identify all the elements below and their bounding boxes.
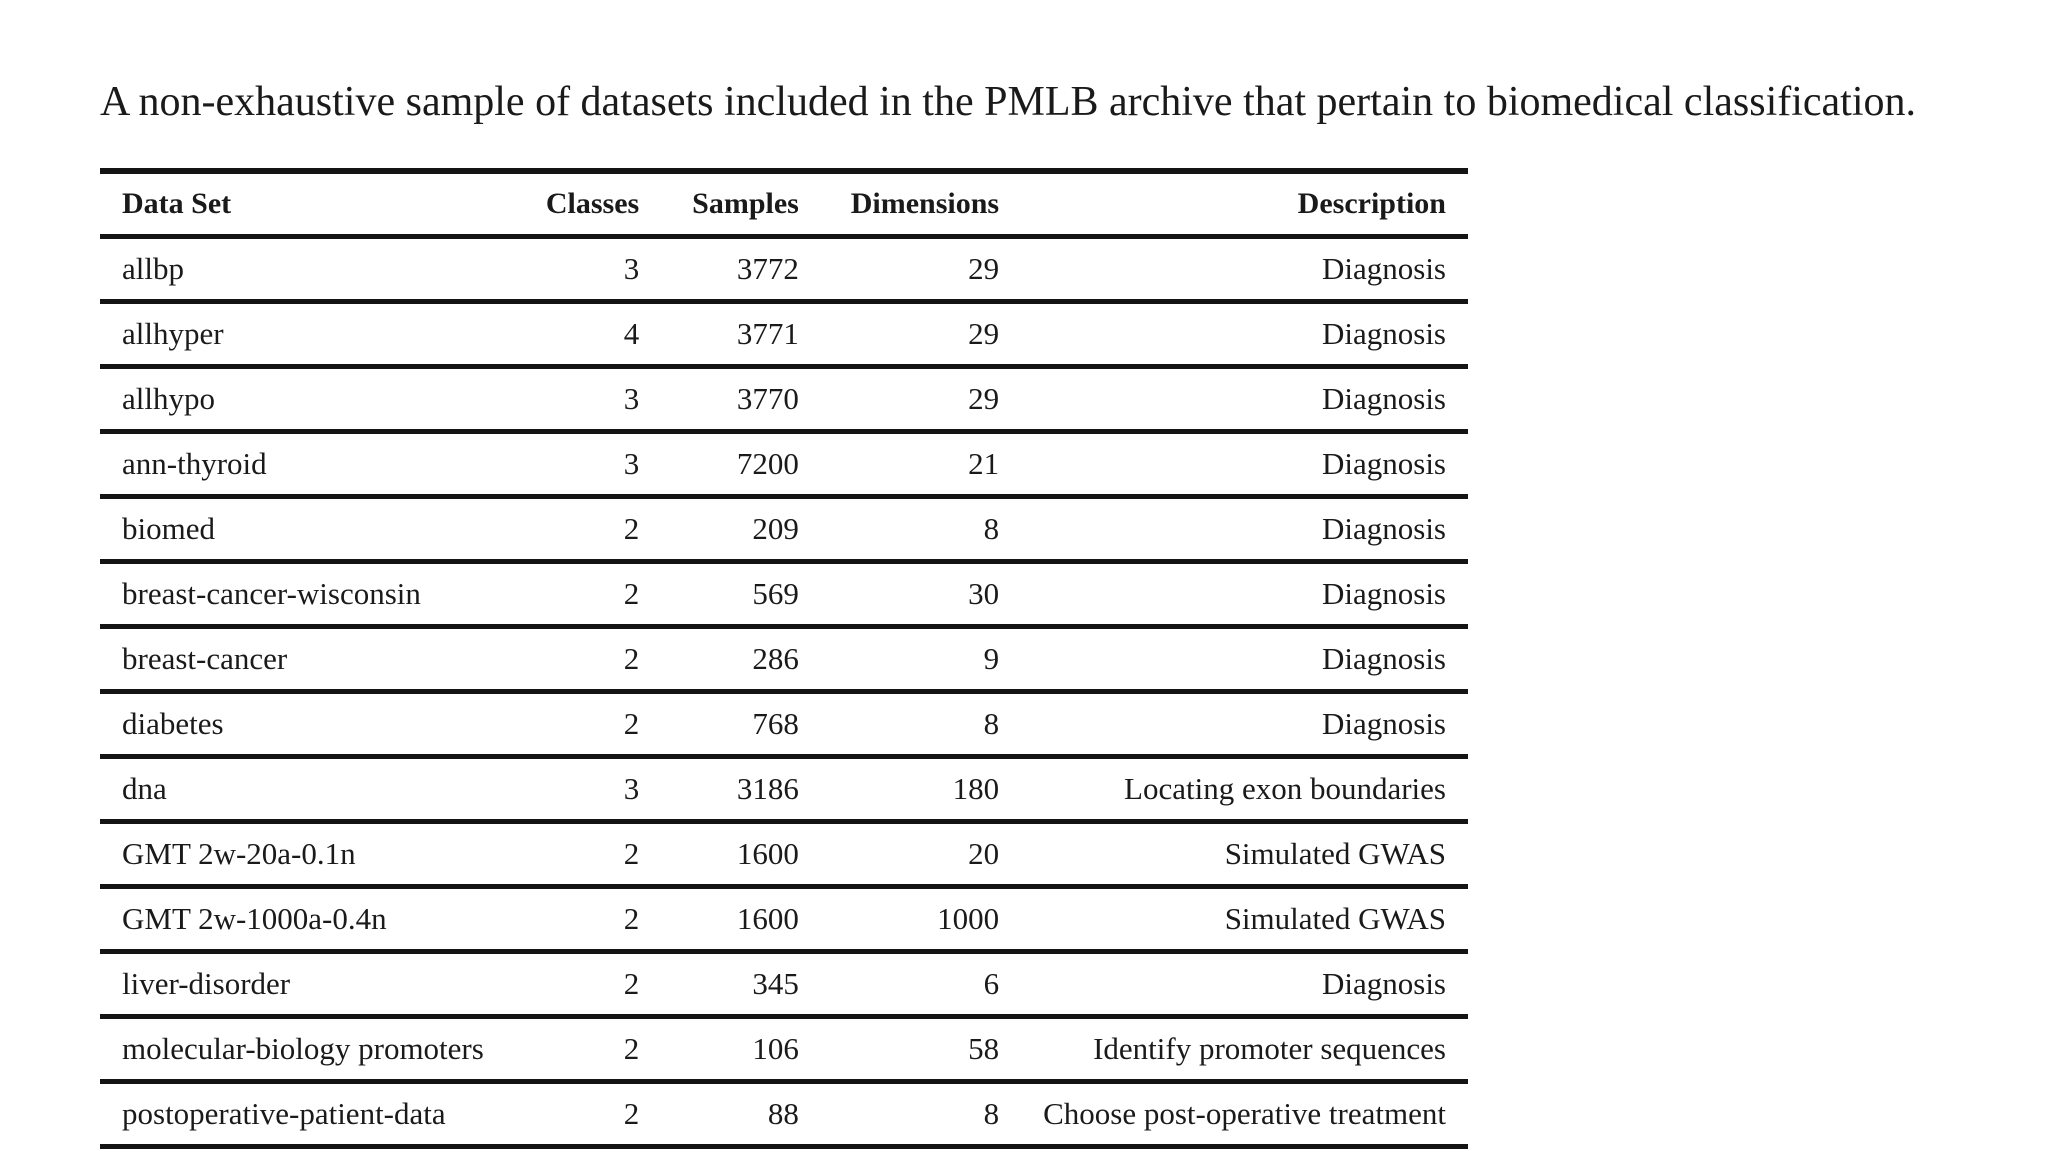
table-row (100, 237, 1468, 302)
cell-classes: 3 (623, 381, 640, 416)
table-row (100, 497, 1468, 562)
cell-classes: 2 (623, 966, 640, 1001)
table-row (100, 627, 1468, 692)
cell-classes: 2 (623, 1031, 640, 1066)
cell-classes: 2 (623, 1096, 640, 1131)
cell-classes: 2 (623, 706, 640, 741)
cell-description: Diagnosis (1322, 316, 1446, 351)
cell-dimensions: 30 (968, 576, 1000, 611)
table-row (100, 432, 1468, 497)
cell-data-set: breast-cancer (122, 641, 288, 676)
cell-samples: 1600 (736, 836, 799, 871)
header-description: Description (1297, 187, 1446, 220)
cell-description: Diagnosis (1322, 381, 1446, 416)
datasets-table (100, 168, 1468, 1149)
cell-data-set: molecular-biology promoters (122, 1031, 484, 1066)
cell-classes: 2 (623, 511, 640, 546)
cell-description: Identify promoter sequences (1093, 1031, 1446, 1066)
cell-data-set: breast-cancer-wisconsin (122, 576, 421, 611)
cell-dimensions: 8 (983, 1096, 1000, 1131)
cell-description: Locating exon boundaries (1124, 771, 1446, 806)
cell-samples: 3186 (736, 771, 799, 806)
header-dimensions: Dimensions (850, 187, 1000, 220)
cell-dimensions: 180 (952, 771, 1000, 806)
table-body (100, 237, 1468, 1147)
cell-description: Diagnosis (1322, 511, 1446, 546)
cell-data-set: biomed (122, 511, 215, 546)
cell-dimensions: 1000 (937, 901, 1000, 936)
cell-dimensions: 29 (968, 381, 1000, 416)
cell-classes: 2 (623, 901, 640, 936)
cell-data-set: GMT 2w-20a-0.1n (122, 836, 356, 871)
cell-classes: 4 (623, 316, 640, 351)
cell-classes: 3 (623, 771, 640, 806)
cell-samples: 345 (752, 966, 799, 1001)
cell-data-set: ann-thyroid (122, 446, 267, 481)
table-row (100, 302, 1468, 367)
cell-dimensions: 29 (968, 316, 1000, 351)
cell-classes: 3 (623, 251, 640, 286)
table-row (100, 562, 1468, 627)
cell-dimensions: 8 (983, 511, 1000, 546)
cell-dimensions: 9 (983, 641, 1000, 676)
cell-data-set: allhypo (122, 381, 215, 416)
cell-description: Choose post-operative treatment (1043, 1096, 1446, 1131)
table-row (100, 692, 1468, 757)
cell-classes: 2 (623, 641, 640, 676)
cell-samples: 3770 (736, 381, 799, 416)
table-row (100, 952, 1468, 1017)
cell-samples: 106 (752, 1031, 799, 1066)
table-header-row (100, 171, 1468, 237)
table-caption: A non-exhaustive sample of datasets included in the PMLB archive that pertain to biomedical classification. (100, 79, 1917, 125)
cell-samples: 3771 (736, 316, 799, 351)
cell-samples: 1600 (736, 901, 799, 936)
cell-samples: 286 (752, 641, 799, 676)
cell-data-set: dna (122, 771, 167, 806)
cell-classes: 3 (623, 446, 640, 481)
header-classes: Classes (545, 187, 640, 220)
cell-dimensions: 29 (968, 251, 1000, 286)
cell-description: Simulated GWAS (1224, 836, 1446, 871)
cell-description: Diagnosis (1322, 446, 1446, 481)
cell-classes: 2 (623, 836, 640, 871)
cell-samples: 3772 (736, 251, 799, 286)
cell-data-set: allhyper (122, 316, 224, 351)
cell-description: Diagnosis (1322, 966, 1446, 1001)
cell-samples: 7200 (736, 446, 799, 481)
cell-data-set: GMT 2w-1000a-0.4n (122, 901, 387, 936)
table-row (100, 1082, 1468, 1147)
cell-dimensions: 6 (983, 966, 1000, 1001)
cell-description: Diagnosis (1322, 706, 1446, 741)
cell-data-set: allbp (122, 251, 184, 286)
table-row (100, 1017, 1468, 1082)
cell-samples: 768 (752, 706, 799, 741)
header-data-set: Data Set (122, 187, 232, 220)
cell-dimensions: 58 (968, 1031, 1000, 1066)
cell-samples: 569 (752, 576, 799, 611)
cell-dimensions: 8 (983, 706, 1000, 741)
cell-dimensions: 21 (968, 446, 1000, 481)
cell-data-set: diabetes (122, 706, 224, 741)
table-row (100, 822, 1468, 887)
cell-description: Diagnosis (1322, 251, 1446, 286)
table-row (100, 367, 1468, 432)
cell-data-set: liver-disorder (122, 966, 291, 1001)
table-row (100, 887, 1468, 952)
header-samples: Samples (692, 187, 799, 220)
cell-samples: 209 (752, 511, 799, 546)
table-row (100, 757, 1468, 822)
cell-samples: 88 (767, 1096, 799, 1131)
cell-description: Diagnosis (1322, 576, 1446, 611)
cell-dimensions: 20 (968, 836, 1000, 871)
cell-description: Simulated GWAS (1224, 901, 1446, 936)
cell-data-set: postoperative-patient-data (122, 1096, 446, 1131)
cell-description: Diagnosis (1322, 641, 1446, 676)
cell-classes: 2 (623, 576, 640, 611)
